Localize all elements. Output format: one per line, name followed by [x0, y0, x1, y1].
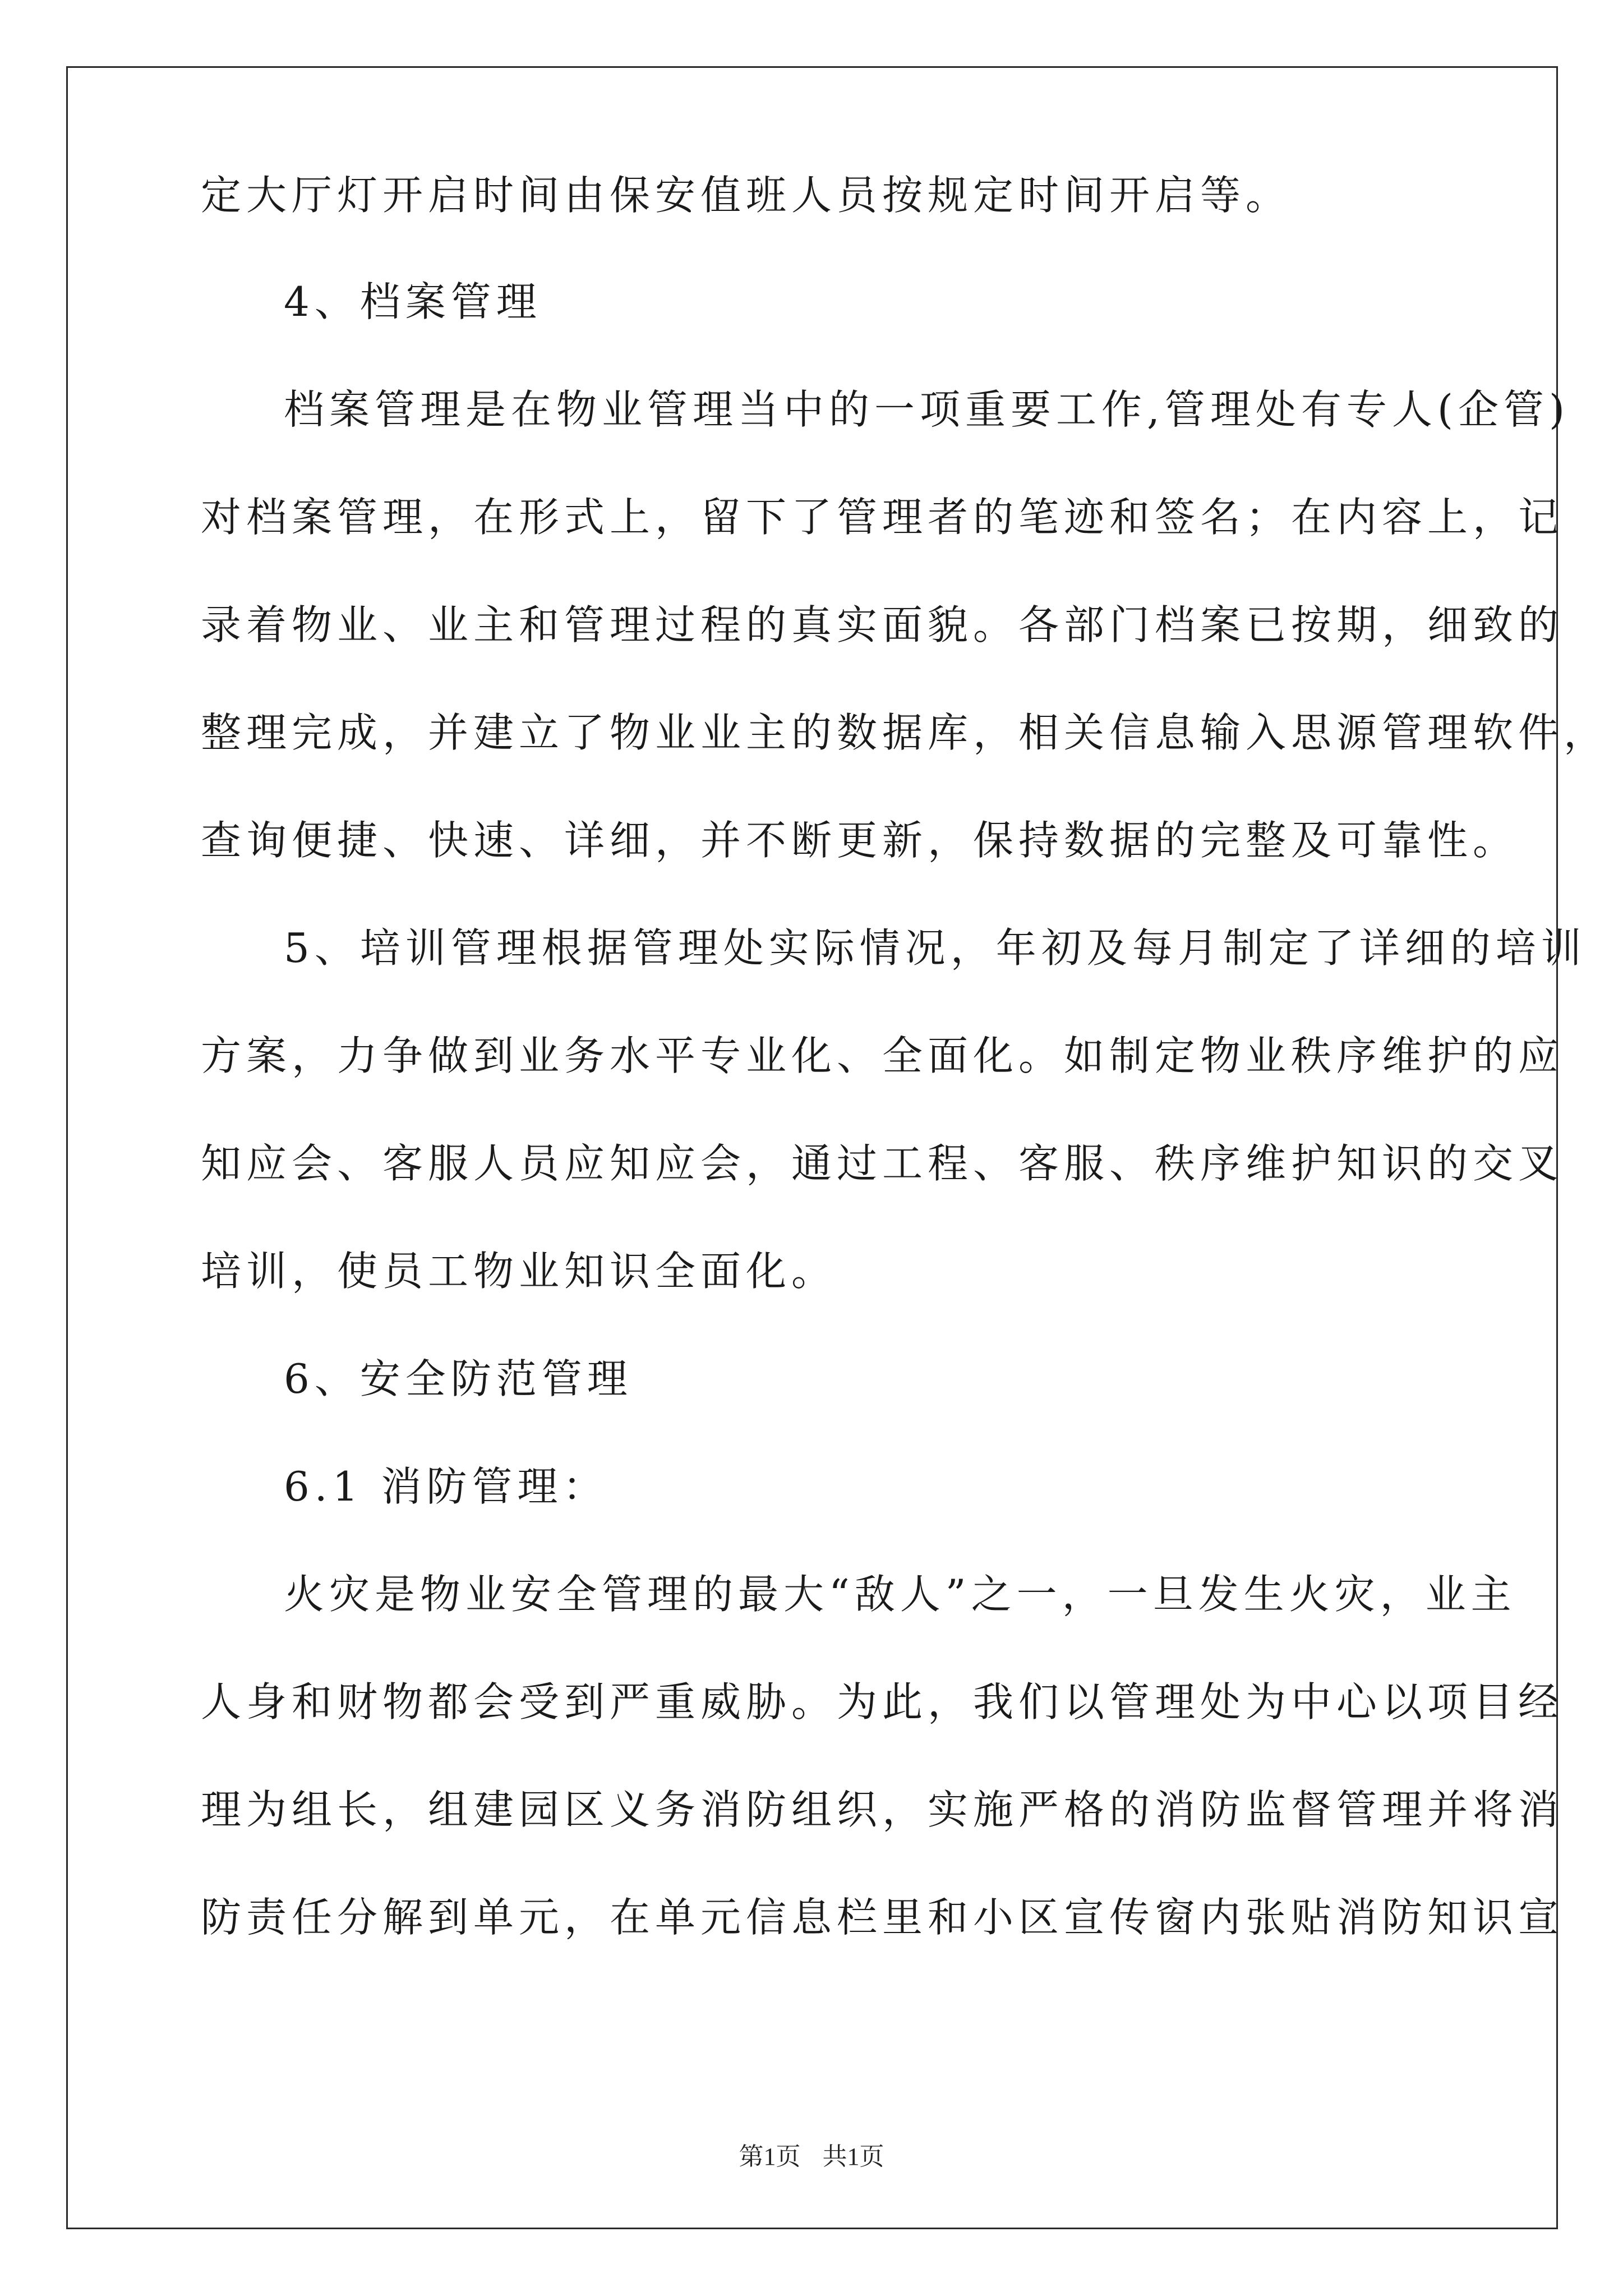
text-line: 理为组长，组建园区义务消防组织，实施严格的消防监督管理并将消 — [201, 1786, 1564, 1833]
section-heading: 6、安全防范管理 — [284, 1355, 633, 1402]
text-line: 防责任分解到单元，在单元信息栏里和小区宣传窗内张贴消防知识宣 — [201, 1894, 1564, 1941]
page-footer — [0, 2140, 1623, 2174]
text-line: 对档案管理，在形式上，留下了管理者的笔迹和签名；在内容上，记 — [201, 494, 1564, 541]
text-line: 录着物业、业主和管理过程的真实面貌。各部门档案已按期，细致的 — [201, 601, 1564, 648]
text-line: 档案管理是在物业管理当中的一项重要工作,管理处有专人(企管) — [284, 386, 1570, 433]
text-line: 定大厅灯开启时间由保安值班人员按规定时间开启等。 — [201, 172, 1292, 219]
text-line: 培训，使员工物业知识全面化。 — [201, 1248, 837, 1295]
section-heading: 4、档案管理 — [284, 278, 542, 325]
text-line: 查询便捷、快速、详细，并不断更新，保持数据的完整及可靠性。 — [201, 817, 1519, 864]
subsection-heading: 6.1 消防管理： — [284, 1463, 608, 1510]
text-line: 方案，力争做到业务水平专业化、全面化。如制定物业秩序维护的应 — [201, 1032, 1564, 1079]
text-line: 知应会、客服人员应知应会，通过工程、客服、秩序维护知识的交叉 — [201, 1140, 1564, 1187]
page-total: 共1页 — [822, 2143, 884, 2170]
text-line: 5、培训管理根据管理处实际情况，年初及每月制定了详细的培训 — [284, 924, 1587, 972]
text-line: 火灾是物业安全管理的最大“敌人”之一，一旦发生火灾，业主 — [284, 1571, 1516, 1618]
text-line: 人身和财物都会受到严重威胁。为此，我们以管理处为中心以项目经 — [201, 1678, 1564, 1726]
text-line: 整理完成，并建立了物业业主的数据库，相关信息输入思源管理软件， — [201, 709, 1610, 756]
page-number: 第1页 — [739, 2143, 801, 2170]
